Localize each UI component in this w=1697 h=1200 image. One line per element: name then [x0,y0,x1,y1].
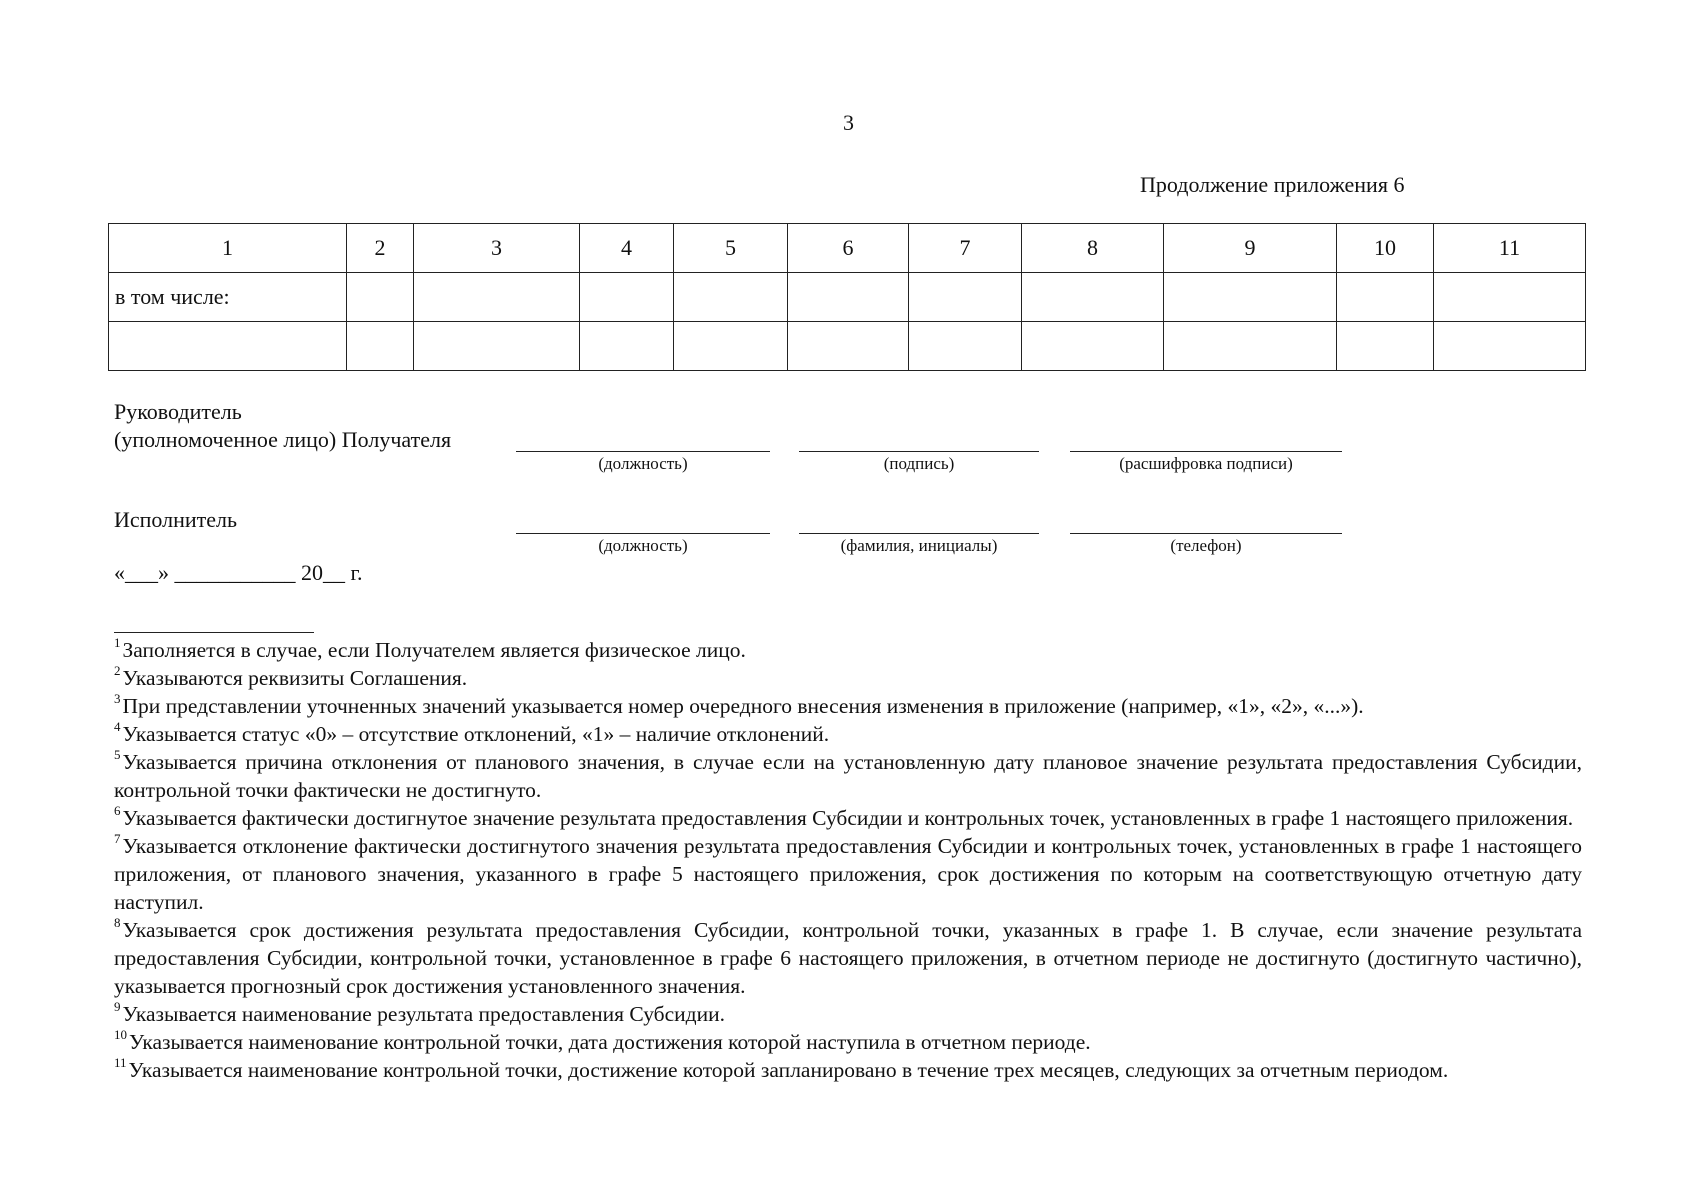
column-number: 6 [788,224,909,273]
footnote-number: 4 [114,719,121,734]
footnote [114,1000,1582,1028]
report-table [108,223,1586,371]
executor-phone-caption: (телефон) [1170,536,1242,555]
head-label-line2: (уполномоченное лицо) Получателя [114,427,452,452]
column-number: 3 [414,224,580,273]
footnotes [114,636,1582,1084]
executor-phone-line [1070,533,1342,534]
footnote [114,692,1582,720]
footnote-number: 3 [114,691,121,706]
footnote-number: 11 [114,1055,127,1070]
table-cell [674,273,788,322]
footnote [114,1028,1582,1056]
table-cell [1164,273,1337,322]
footnote-number: 8 [114,915,121,930]
footnote [114,832,1582,916]
footnote [114,748,1582,804]
table-cell [788,273,909,322]
page-number: 3 [843,110,854,135]
footnote-text: Указывается причина отклонения от планового значения, в случае если на установленную дату плановое значение результата предоставления Субсидии, контрольной точки фактически не достигнуто. [114,750,1582,802]
footnote-text: Указываются реквизиты Соглашения. [122,666,468,690]
table-cell [1434,273,1586,322]
table-cell [347,322,414,371]
date-line: «___» ___________ 20__ г. [114,560,363,585]
table-cell [414,322,580,371]
executor-label: Исполнитель [114,507,238,532]
column-number: 9 [1164,224,1337,273]
column-number: 11 [1434,224,1586,273]
footnote [114,664,1582,692]
table-cell [1434,322,1586,371]
table-cell [414,273,580,322]
table-row [109,273,1586,322]
footnote-number: 6 [114,803,121,818]
footnote-text: Указывается фактически достигнутое значение результата предоставления Субсидии и контрольных точек, установленных в графе 1 настоящего приложения. [122,806,1574,830]
executor-name-caption: (фамилия, инициалы) [840,536,998,555]
head-label-line1: Руководитель [114,399,242,424]
column-number: 8 [1022,224,1164,273]
head-position-caption: (должность) [598,454,688,473]
head-signature-line [799,451,1039,452]
table-cell [1337,273,1434,322]
table-header-row [109,224,1586,273]
table-cell [1022,273,1164,322]
footnote-number: 1 [114,635,121,650]
head-position-line [516,451,770,452]
footnote-text: Указывается наименование результата предоставления Субсидии. [122,1002,725,1026]
footnote-separator [114,632,314,633]
table-cell [909,322,1022,371]
footnote-text: Указывается наименование контрольной точки, достижение которой запланировано в течение трех месяцев, следующих за отчетным периодом. [128,1058,1449,1082]
column-number: 1 [109,224,347,273]
footnote-number: 10 [114,1027,127,1042]
head-signature-caption: (подпись) [883,454,955,473]
table-cell [674,322,788,371]
footnote-number: 9 [114,999,121,1014]
row-label: в том числе: [109,273,347,322]
footnote [114,720,1582,748]
head-decoding-line [1070,451,1342,452]
table-cell [1337,322,1434,371]
column-number: 2 [347,224,414,273]
executor-name-line [799,533,1039,534]
table-cell [580,322,674,371]
footnote-text: Заполняется в случае, если Получателем является физическое лицо. [122,638,746,662]
executor-position-caption: (должность) [598,536,688,555]
table-cell [1022,322,1164,371]
footnote-text: Указывается отклонение фактически достигнутого значения результата предоставления Субсидии и контрольных точек, установленных в графе 1 настоящего приложения, от планового значения, указанного в графе 5 настоящего приложения, срок достижения по которым на соответствующую отчетную дату наступил. [114,834,1582,914]
table-cell [788,322,909,371]
footnote [114,916,1582,1000]
column-number: 4 [580,224,674,273]
table-cell [109,322,347,371]
footnote-number: 2 [114,663,121,678]
executor-position-line [516,533,770,534]
footnote-text: Указывается наименование контрольной точки, дата достижения которой наступила в отчетном периоде. [129,1030,1091,1054]
table-cell [347,273,414,322]
footnote [114,804,1582,832]
column-number: 10 [1337,224,1434,273]
footnote-text: Указывается срок достижения результата предоставления Субсидии, контрольной точки, указанных в графе 1. В случае, если значение результата предоставления Субсидии, контрольной точки, установленное в графе 6 настоящего приложения, в отчетном периоде не достигнуто (достигнуто частично), указывается прогнозный срок достижения установленного значения. [114,918,1582,998]
footnote [114,636,1582,664]
column-number: 7 [909,224,1022,273]
column-number: 5 [674,224,788,273]
table-cell [580,273,674,322]
table-cell [1164,322,1337,371]
head-decoding-caption: (расшифровка подписи) [1119,454,1293,473]
table-row [109,322,1586,371]
footnote-number: 5 [114,747,121,762]
footnote [114,1056,1582,1084]
footnote-text: Указывается статус «0» – отсутствие отклонений, «1» – наличие отклонений. [122,722,830,746]
footnote-text: При представлении уточненных значений указывается номер очередного внесения изменения в приложение (например, «1», «2», «...»). [122,694,1364,718]
continuation-title: Продолжение приложения 6 [1140,172,1405,197]
table-cell [909,273,1022,322]
footnote-number: 7 [114,831,121,846]
